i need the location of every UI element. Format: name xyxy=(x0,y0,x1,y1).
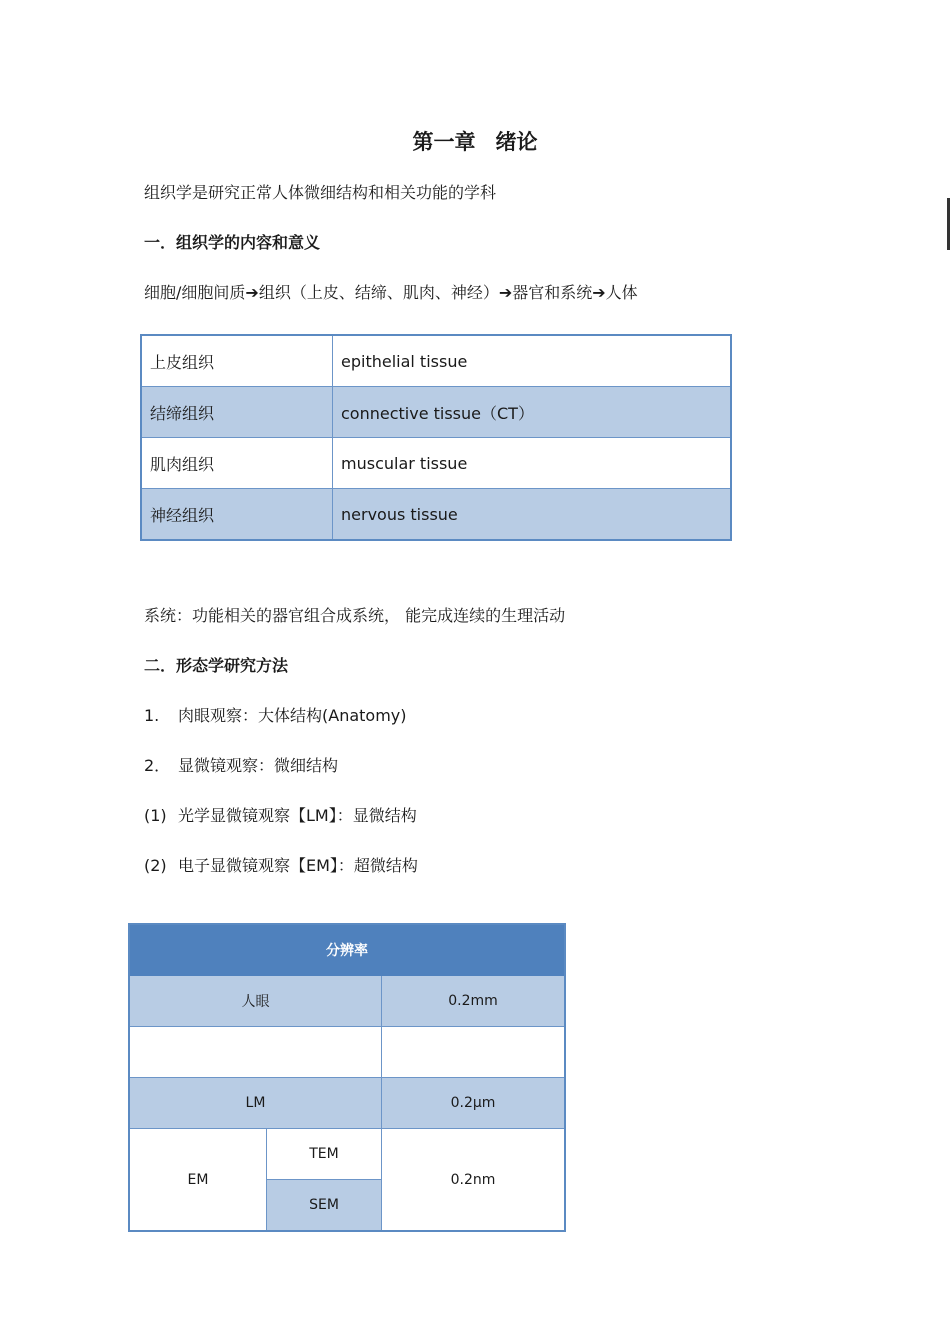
list-item: (1) 光学显微镜观察【LM】：显微结构 xyxy=(144,806,417,825)
arrow-right-icon: ➔ xyxy=(592,283,606,302)
resolution-header: 分辨率 xyxy=(129,924,565,976)
list-item: 1. 肉眼观察：大体结构(Anatomy) xyxy=(144,706,407,725)
eye-value: 0.2mm xyxy=(382,976,566,1027)
eye-label: 人眼 xyxy=(129,976,382,1027)
resolution-table xyxy=(128,923,566,1232)
lm-value: 0.2μm xyxy=(382,1078,566,1129)
tissue-cn: 肌肉组织 xyxy=(141,438,333,489)
tissue-cn: 结缔组织 xyxy=(141,387,333,438)
table-row xyxy=(129,1129,565,1180)
table-row xyxy=(141,489,731,541)
table-row xyxy=(141,335,731,387)
hierarchy-body: 人体 xyxy=(605,283,638,302)
tem-label: TEM xyxy=(267,1129,382,1180)
list-item: 2． 显微镜观察：微细结构 xyxy=(144,756,339,775)
lm-label: LM xyxy=(129,1078,382,1129)
empty-cell xyxy=(129,1027,382,1078)
em-value: 0.2nm xyxy=(382,1129,566,1232)
table-row xyxy=(141,438,731,489)
intro-text: 组织学是研究正常人体微细结构和相关功能的学科 xyxy=(144,183,497,202)
tissue-cn: 神经组织 xyxy=(141,489,333,541)
tissue-en: epithelial tissue xyxy=(333,335,732,387)
table-row xyxy=(129,1078,565,1129)
em-label: EM xyxy=(129,1129,267,1232)
arrow-right-icon: ➔ xyxy=(245,283,259,302)
tissue-en: muscular tissue xyxy=(333,438,732,489)
table-row xyxy=(129,976,565,1027)
hierarchy-organ: 器官和系统 xyxy=(512,283,593,302)
hierarchy-tissue: 组织（上皮、结缔、肌肉、神经） xyxy=(258,283,499,302)
table-row xyxy=(141,387,731,438)
chapter-title: 第一章 绪论 xyxy=(412,130,538,154)
tissue-table xyxy=(140,334,732,541)
table-row xyxy=(129,1027,565,1078)
sem-label: SEM xyxy=(267,1180,382,1232)
tissue-cn: 上皮组织 xyxy=(141,335,333,387)
system-note: 系统：功能相关的器官组合成系统， 能完成连续的生理活动 xyxy=(144,606,566,625)
hierarchy-cell: 细胞/细胞间质 xyxy=(144,283,246,302)
empty-cell xyxy=(382,1027,566,1078)
tissue-en: connective tissue（CT） xyxy=(333,387,732,438)
table-header-row xyxy=(129,924,565,976)
arrow-right-icon: ➔ xyxy=(498,283,513,302)
section-1-heading: 一．组织学的内容和意义 xyxy=(144,233,321,252)
hierarchy-line xyxy=(144,280,638,303)
tissue-en: nervous tissue xyxy=(333,489,732,541)
list-item: (2) 电子显微镜观察【EM】：超微结构 xyxy=(144,856,418,875)
section-2-heading: 二．形态学研究方法 xyxy=(144,656,289,675)
